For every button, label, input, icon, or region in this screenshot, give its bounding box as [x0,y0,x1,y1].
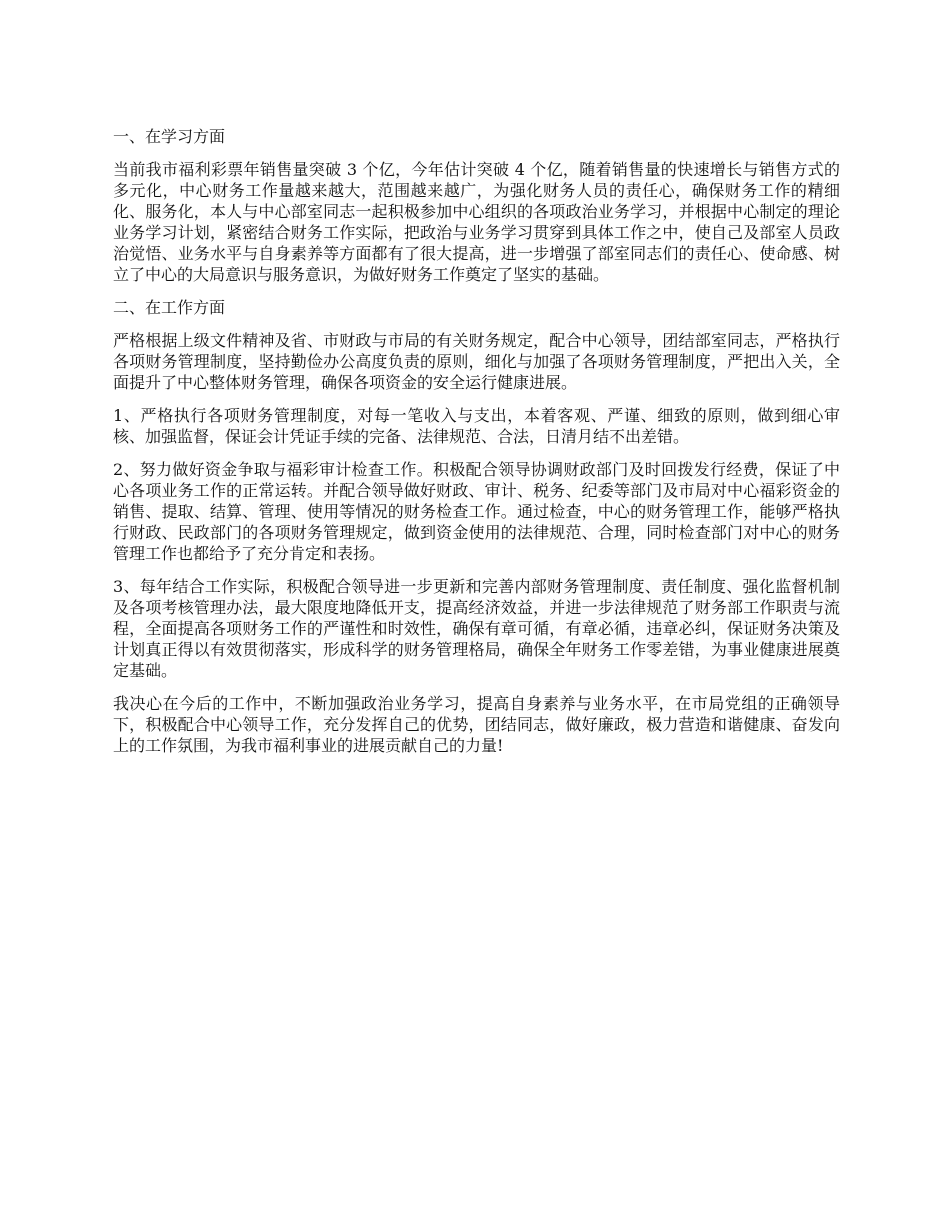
paragraph-study: 当前我市福利彩票年销售量突破 3 个亿，今年估计突破 4 个亿，随着销售量的快速增长与销售方式的多元化，中心财务工作量越来越大，范围越来越广，为强化财务人员的责任心，确保财务工作的精细化、服务化，本人与中心部室同志一起积极参加中心组织的各项政治业务学习，并根据中心制定的理论业务学习计划，紧密结合财务工作实际，把政治与业务学习贯穿到具体工作之中，使自己及部室人员政治觉悟、业务水平与自身素养等方面都有了很大提高，进一步增强了部室同志们的责任心、使命感、树立了中心的大局意识与服务意识，为做好财务工作奠定了坚实的基础。 [113,160,840,284]
paragraph-work: 严格根据上级文件精神及省、市财政与市局的有关财务规定，配合中心领导，团结部室同志，严格执行各项财务管理制度，坚持勤俭办公高度负责的原则，细化与加强了各项财务管理制度，严把出入关，全面提升了中心整体财务管理，确保各项资金的安全运行健康进展。 [113,331,840,392]
paragraph-item-1: 1、严格执行各项财务管理制度，对每一笔收入与支出，本着客观、严谨、细致的原则，做到细心审核、加强监督，保证会计凭证手续的完备、法律规范、合法，日清月结不出差错。 [113,406,840,446]
paragraph-item-3: 3、每年结合工作实际，积极配合领导进一步更新和完善内部财务管理制度、责任制度、强化监督机制及各项考核管理办法，最大限度地降低开支，提高经济效益，并进一步法律规范了财务部工作职责与流程，全面提高各项财务工作的严谨性和时效性，确保有章可循，有章必循，违章必纠，保证财务决策及计划真正得以有效贯彻落实，形成科学的财务管理格局，确保全年财务工作零差错，为事业健康进展奠定基础。 [113,577,840,680]
document-page [113,126,840,768]
paragraph-item-2: 2、努力做好资金争取与福彩审计检查工作。积极配合领导协调财政部门及时回拨发行经费，保证了中心各项业务工作的正常运转。并配合领导做好财政、审计、税务、纪委等部门及市局对中心福彩资金的销售、提取、结算、管理、使用等情况的财务检查工作。通过检查，中心的财务管理工作，能够严格执行财政、民政部门的各项财务管理规定，做到资金使用的法律规范、合理，同时检查部门对中心的财务管理工作也都给予了充分肯定和表扬。 [113,460,840,563]
section-heading-work: 二、在工作方面 [113,298,226,317]
paragraph-closing: 我决心在今后的工作中，不断加强政治业务学习，提高自身素养与业务水平，在市局党组的正确领导下，积极配合中心领导工作，充分发挥自己的优势，团结同志，做好廉政，极力营造和谐健康、奋发向上的工作氛围，为我市福利事业的进展贡献自己的力量! [113,694,840,755]
section-heading-study: 一、在学习方面 [113,127,226,146]
